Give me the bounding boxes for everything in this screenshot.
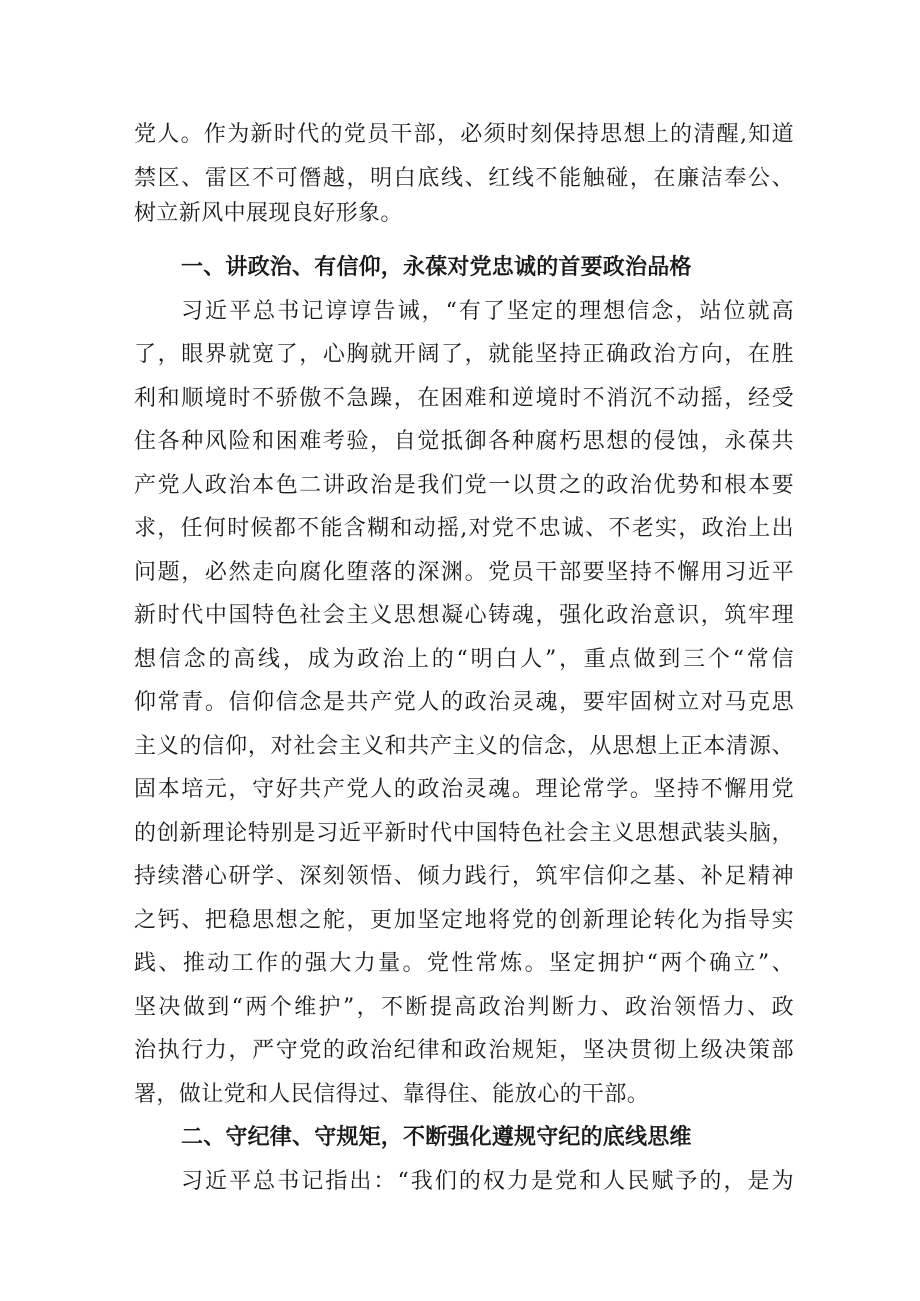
paragraph-line: 践、推动工作的强大力量。党性常炼。坚定拥护“两个确立”、 [134, 951, 794, 976]
paragraph-line: 党人。作为新时代的党员干部，必须时刻保持思想上的清醒,知道 [134, 122, 794, 147]
paragraph-line: 的创新理论特别是习近平新时代中国特色社会主义思想武装头脑， [134, 821, 794, 846]
paragraph-line: 禁区、雷区不可僭越，明白底线、红线不能触碰，在廉洁奉公、 [134, 166, 794, 191]
paragraph-line: 习近平总书记指出：“我们的权力是党和人民赋予的，是为 [181, 1169, 794, 1194]
section-heading: 二、守纪律、守规矩，不断强化遵规守纪的底线思维 [181, 1125, 692, 1150]
paragraph-line: 住各种风险和困难考验，自觉抵御各种腐朽思想的侵蚀，永葆共 [134, 429, 794, 454]
paragraph-line: 仰常青。信仰信念是共产党人的政治灵魂，要牢固树立对马克思 [134, 690, 794, 715]
paragraph-line: 了，眼界就宽了，心胸就开阔了，就能坚持正确政治方向，在胜 [134, 342, 794, 367]
paragraph-line: 持续潜心研学、深刻领悟、倾力践行，筑牢信仰之基、补足精神 [134, 864, 794, 889]
paragraph-line: 坚决做到“两个维护”，不断提高政治判断力、政治领悟力、政 [134, 995, 794, 1020]
paragraph-line: 治执行力，严守党的政治纪律和政治规矩，坚决贯彻上级决策部 [134, 1038, 794, 1063]
paragraph-line: 想信念的高线，成为政治上的“明白人”，重点做到三个“常信 [134, 647, 794, 672]
paragraph-line: 产党人政治本色二讲政治是我们党一以贯之的政治优势和根本要 [134, 473, 794, 498]
paragraph-line: 主义的信仰，对社会主义和共产主义的信念，从思想上正本清源、 [134, 734, 794, 759]
paragraph-line: 习近平总书记谆谆告诫，“有了坚定的理想信念，站位就高 [181, 299, 794, 324]
paragraph-line: 署，做让党和人民信得过、靠得住、能放心的干部。 [134, 1082, 650, 1107]
paragraph-line: 树立新风中展现良好形象。 [134, 201, 403, 226]
paragraph-line: 问题，必然走向腐化堕落的深渊。党员干部要坚持不懈用习近平 [134, 560, 794, 585]
paragraph-line: 之钙、把稳思想之舵，更加坚定地将党的创新理论转化为指导实 [134, 908, 794, 933]
paragraph-line: 新时代中国特色社会主义思想凝心铸魂，强化政治意识，筑牢理 [134, 603, 794, 628]
paragraph-line: 利和顺境时不骄傲不急躁，在困难和逆境时不消沉不动摇，经受 [134, 386, 794, 411]
section-heading: 一、讲政治、有信仰，永葆对党忠诚的首要政治品格 [181, 255, 692, 280]
paragraph-line: 固本培元，守好共产党人的政治灵魂。理论常学。坚持不懈用党 [134, 777, 794, 802]
paragraph-line: 求，任何时候都不能含糊和动摇,对党不忠诚、不老实，政治上出 [134, 516, 794, 541]
